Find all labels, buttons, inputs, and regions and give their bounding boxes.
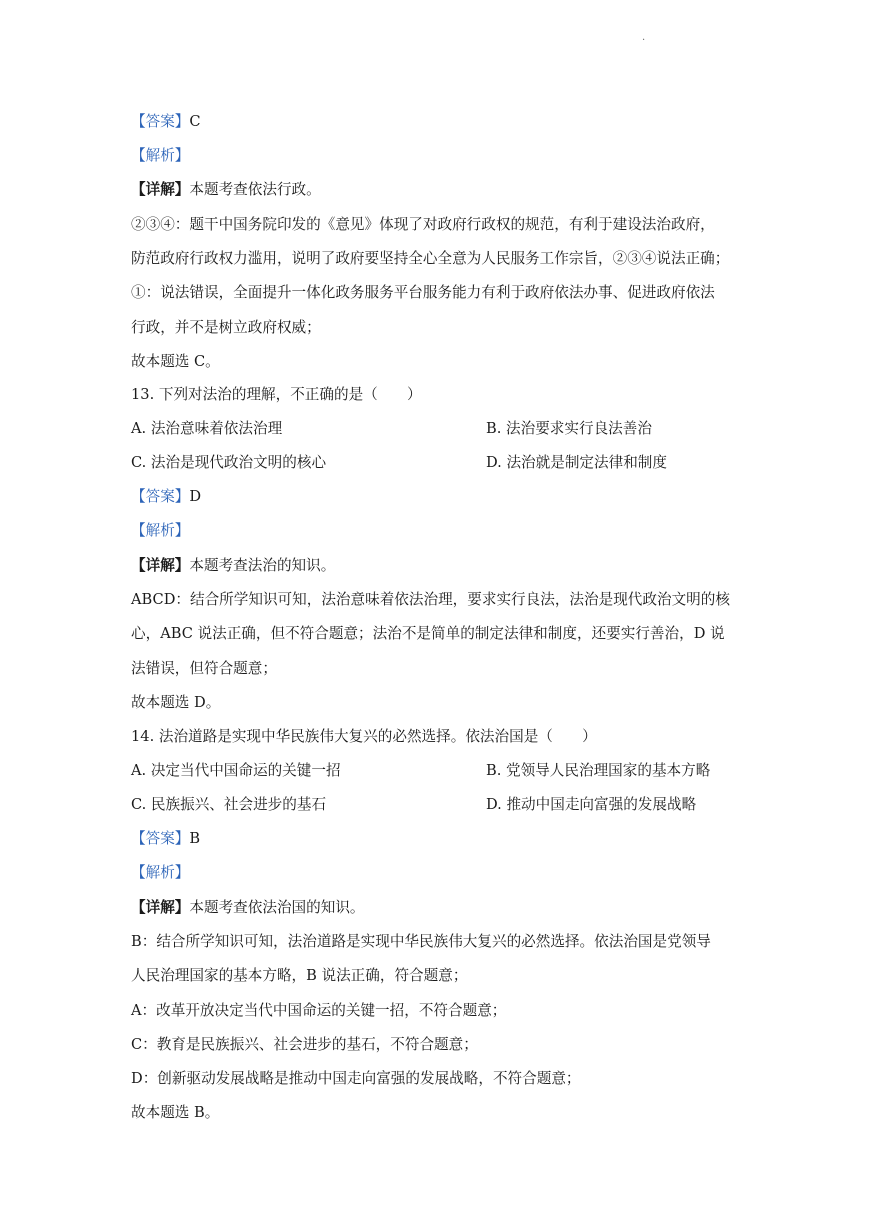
- answer-value: B: [189, 830, 201, 847]
- q12-answer: [131, 112, 779, 132]
- q14-line-5: D：创新驱动发展战略是推动中国走向富强的发展战略，不符合题意；: [131, 1070, 581, 1087]
- q14-line-2: 人民治理国家的基本方略，B 说法正确，符合题意；: [131, 967, 468, 984]
- detail-label: 【详解】: [131, 181, 190, 198]
- q12-line-3: ①：说法错误，全面提升一体化政务服务平台服务能力有利于政府依法办事、促进政府依法: [131, 284, 715, 301]
- q14-line-4: C：教育是民族振兴、社会进步的基石，不符合题意；: [131, 1036, 478, 1053]
- q14-analysis-label: 【解析】: [131, 864, 190, 881]
- q14-option-d: D. 推动中国走向富强的发展战略: [486, 796, 697, 813]
- detail-text: 本题考查依法治国的知识。: [189, 899, 365, 916]
- q12-analysis-label: 【解析】: [131, 147, 190, 164]
- q12-line-5: 故本题选 C。: [131, 353, 220, 370]
- q13-option-row-2: [131, 453, 779, 473]
- q14-option-row-2: [131, 795, 779, 815]
- q13-line-1: ABCD：结合所学知识可知，法治意味着依法治理，要求实行良法，法治是现代政治文明的核: [131, 591, 730, 608]
- detail-text: 本题考查依法行政。: [189, 181, 321, 198]
- detail-label: 【详解】: [131, 899, 190, 916]
- q14-option-c: C. 民族振兴、社会进步的基石: [131, 796, 327, 813]
- q13-option-b: B. 法治要求实行良法善治: [486, 420, 652, 437]
- answer-label: 【答案】: [131, 830, 190, 847]
- q14-option-a: A. 决定当代中国命运的关键一招: [131, 762, 341, 779]
- q13-detail: [131, 556, 779, 576]
- q12-line-2: 防范政府行政权力滥用，说明了政府要坚持全心全意为人民服务工作宗旨，②③④说法正确；: [131, 250, 730, 267]
- answer-value: D: [189, 488, 202, 505]
- q14-stem: 14. 法治道路是实现中华民族伟大复兴的必然选择。依法治国是（ ）: [131, 728, 597, 745]
- q14-line-1: B：结合所学知识可知，法治道路是实现中华民族伟大复兴的必然选择。依法治国是党领导: [131, 933, 711, 950]
- q12-detail: [131, 180, 779, 200]
- q12-line-1: ②③④：题干中国务院印发的《意见》体现了对政府行政权的规范，有利于建设法治政府，: [131, 216, 715, 233]
- detail-text: 本题考查法治的知识。: [189, 557, 336, 574]
- q13-option-d: D. 法治就是制定法律和制度: [486, 454, 667, 471]
- answer-label: 【答案】: [131, 488, 190, 505]
- q12-line-4: 行政，并不是树立政府权威；: [131, 319, 321, 336]
- q13-option-a: A. 法治意味着依法治理: [131, 420, 283, 437]
- q13-option-c: C. 法治是现代政治文明的核心: [131, 454, 327, 471]
- q13-line-2: 心，ABC 说法正确，但不符合题意；法治不是简单的制定法律和制度，还要实行善治，D 说: [131, 625, 725, 642]
- q14-option-b: B. 党领导人民治理国家的基本方略: [486, 762, 711, 779]
- q13-option-row-1: [131, 419, 779, 439]
- detail-label: 【详解】: [131, 557, 190, 574]
- q13-answer: [131, 487, 779, 507]
- answer-label: 【答案】: [131, 113, 190, 130]
- q14-option-row-1: [131, 761, 779, 781]
- q13-stem: 13. 下列对法治的理解，不正确的是（ ）: [131, 386, 422, 403]
- q14-line-3: A：改革开放决定当代中国命运的关键一招，不符合题意；: [131, 1002, 507, 1019]
- q14-line-6: 故本题选 B。: [131, 1104, 220, 1121]
- q13-line-3: 法错误，但符合题意；: [131, 660, 277, 677]
- answer-value: C: [189, 113, 201, 130]
- header-mark: .: [642, 32, 646, 43]
- q13-analysis-label: 【解析】: [131, 522, 190, 539]
- q14-answer: [131, 829, 779, 849]
- q14-detail: [131, 898, 779, 918]
- q13-line-4: 故本题选 D。: [131, 694, 221, 711]
